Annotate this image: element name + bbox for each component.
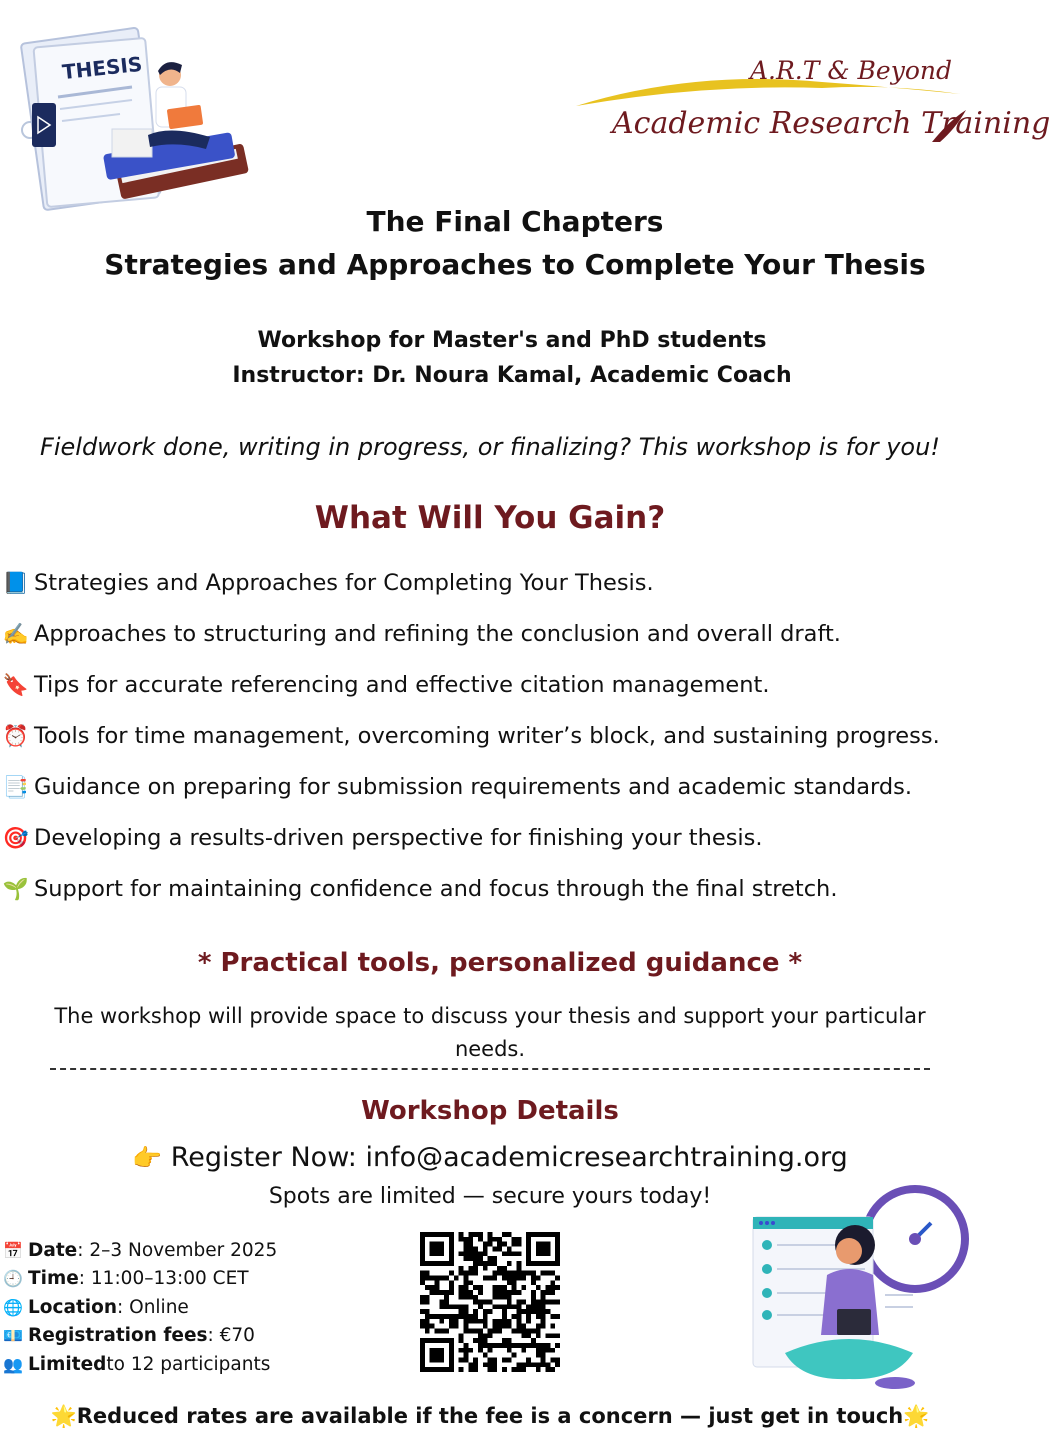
detail-location [2, 1297, 189, 1318]
tagline: Fieldwork done, writing in progress, or finalizing? This workshop is for you! [40, 433, 940, 461]
globe-icon: 🌐 [3, 1298, 23, 1317]
details-heading: Workshop Details [361, 1096, 619, 1126]
logo [572, 50, 1050, 160]
detail-time [2, 1268, 249, 1289]
instructor: Instructor: Dr. Noura Kamal, Academic Coach [232, 363, 792, 388]
seedling-icon: 🌱 [2, 876, 30, 901]
detail-value: : 11:00–13:00 CET [78, 1268, 249, 1289]
alarm-clock-icon: ⏰ [2, 723, 30, 748]
list-item-text: Tips for accurate referencing and effective citation management. [34, 672, 770, 698]
spots-limited: Spots are limited — secure yours today! [268, 1184, 712, 1209]
gain-heading: What Will You Gain? [314, 500, 666, 536]
book-icon: 📘 [2, 570, 30, 595]
list-item-text: Support for maintaining confidence and focus through the final stretch. [34, 876, 838, 902]
qr-code[interactable] [420, 1232, 560, 1372]
writing-hand-icon: ✍️ [2, 621, 30, 646]
detail-participants [2, 1354, 270, 1375]
title-line2: Strategies and Approaches to Complete Your Thesis [104, 248, 926, 281]
list-item-text: Guidance on preparing for submission requirements and academic standards. [34, 774, 912, 800]
list-item [2, 774, 912, 800]
logo-line2: Academic Research Training [612, 106, 1050, 141]
logo-line1: A.R.T & Beyond [749, 56, 952, 85]
calendar-icon: 📅 [3, 1241, 23, 1260]
detail-label: Location [28, 1297, 118, 1318]
detail-value: : 2–3 November 2025 [77, 1240, 278, 1261]
list-item [2, 876, 837, 902]
list-item-text: Strategies and Approaches for Completing Your Thesis. [34, 570, 654, 596]
target-icon: 🎯 [2, 825, 30, 850]
list-item [2, 570, 654, 596]
page-title [0, 200, 980, 286]
title-line1: The Final Chapters [366, 205, 664, 238]
list-item-text: Tools for time management, overcoming writer’s block, and sustaining progress. [34, 723, 940, 749]
list-item [2, 621, 841, 647]
footer [0, 1404, 980, 1429]
subtitle [0, 323, 980, 393]
detail-fees [2, 1325, 255, 1346]
people-icon: 👥 [3, 1355, 23, 1374]
divider [50, 1068, 930, 1070]
money-icon: 💶 [3, 1326, 23, 1345]
star-icon: 🌟 [903, 1404, 930, 1428]
practical-body: The workshop will provide space to discuss your thesis and support your particular needs. [54, 1004, 926, 1061]
planning-illustration [745, 1185, 975, 1400]
detail-value: : Online [117, 1297, 189, 1318]
detail-label: Limited [28, 1354, 107, 1375]
register-line [0, 1142, 980, 1173]
bookmark-icon: 🔖 [2, 672, 30, 697]
list-item-text: Approaches to structuring and refining the conclusion and overall draft. [34, 621, 841, 647]
star-icon: 🌟 [50, 1404, 77, 1428]
register-email[interactable]: Register Now: info@academicresearchtraining.org [170, 1142, 848, 1173]
clock-icon: 🕘 [3, 1269, 23, 1288]
detail-label: Time [28, 1268, 79, 1289]
detail-date [2, 1240, 277, 1261]
list-item-text: Developing a results-driven perspective for finishing your thesis. [34, 825, 763, 851]
footer-text: Reduced rates are available if the fee is a concern — just get in touch [76, 1404, 904, 1428]
detail-value: to 12 participants [106, 1354, 271, 1375]
list-item [2, 825, 763, 851]
practical-heading: * Practical tools, personalized guidance * [197, 948, 803, 978]
list-item [2, 723, 940, 749]
document-icon: 📑 [2, 774, 30, 799]
audience: Workshop for Master's and PhD students [257, 328, 767, 353]
detail-label: Date [28, 1240, 78, 1261]
detail-value: : €70 [207, 1325, 255, 1346]
pointing-hand-icon: 👉 [132, 1144, 163, 1172]
thesis-label: THESIS [60, 51, 144, 85]
detail-label: Registration fees [28, 1325, 208, 1346]
list-item [2, 672, 770, 698]
